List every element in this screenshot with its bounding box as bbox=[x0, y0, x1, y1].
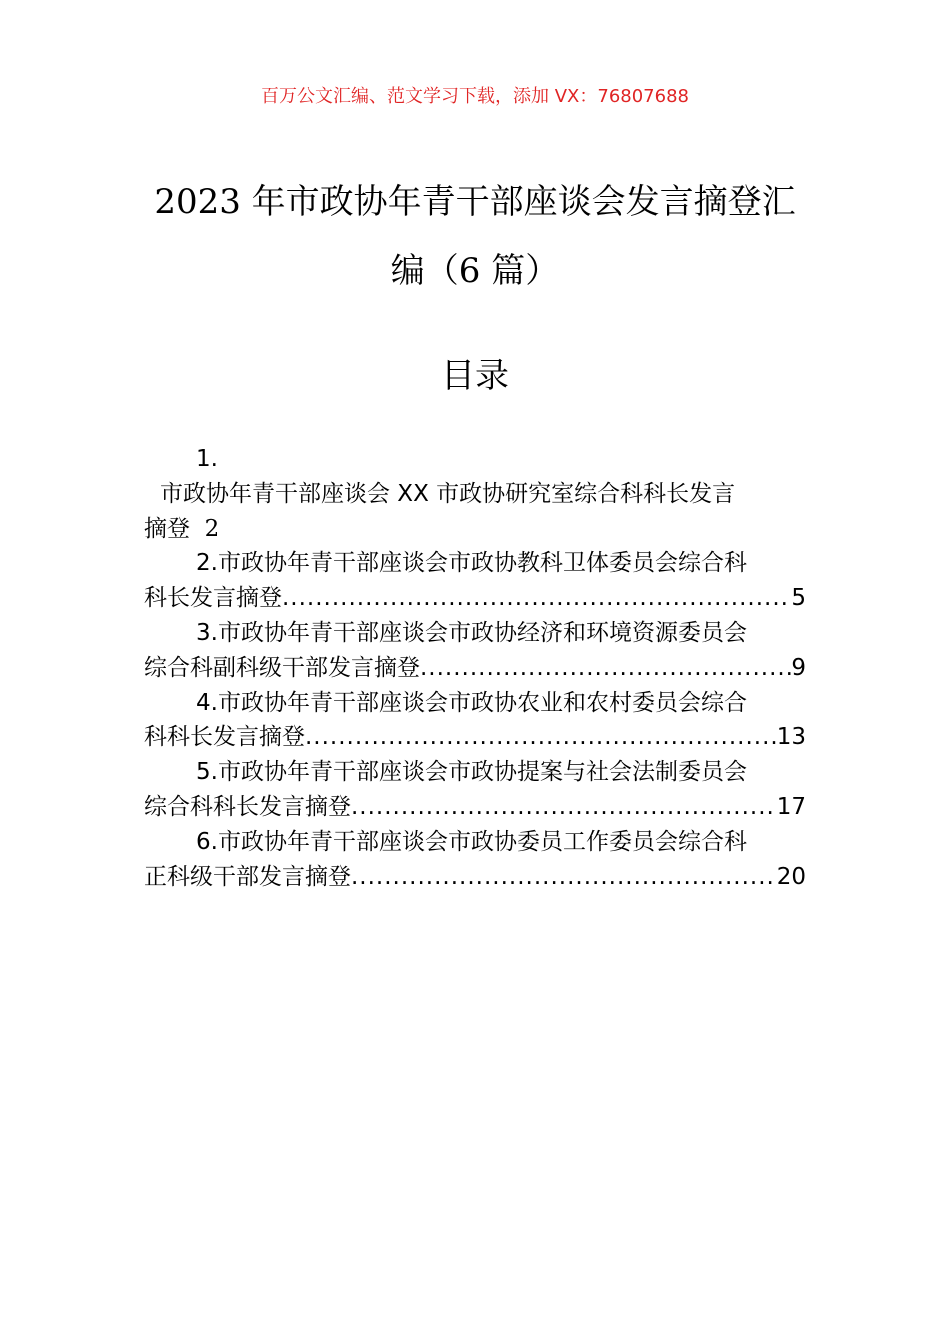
toc-entry-3[interactable] bbox=[144, 616, 806, 686]
toc-entry-1[interactable] bbox=[144, 442, 806, 546]
toc-entry-page: 13 bbox=[776, 724, 806, 751]
toc-entry-title: 市政协年青干部座谈会 XX 市政协研究室综合科科长发言 bbox=[160, 480, 736, 507]
dot-leader bbox=[420, 651, 791, 686]
toc-entry-4[interactable] bbox=[144, 686, 806, 756]
toc-entry-title: 5.市政协年青干部座谈会市政协提案与社会法制委员会 bbox=[196, 759, 747, 786]
toc-entry-number: 1. bbox=[196, 446, 218, 472]
toc-entry-page: 17 bbox=[776, 793, 806, 820]
toc-entry-page: 20 bbox=[776, 863, 806, 890]
dot-leader bbox=[351, 860, 777, 895]
toc-entry-title-cont: 综合科科长发言摘登 bbox=[144, 793, 351, 820]
toc-entry-title: 4.市政协年青干部座谈会市政协农业和农村委员会综合 bbox=[196, 689, 747, 716]
toc-entry-2[interactable] bbox=[144, 546, 806, 616]
toc-entry-6[interactable] bbox=[144, 825, 806, 895]
toc-entry-page: 5 bbox=[791, 585, 806, 612]
dot-leader bbox=[351, 790, 777, 825]
dot-leader bbox=[282, 581, 791, 616]
toc-entry-title-cont: 科长发言摘登 bbox=[144, 585, 282, 612]
toc-entry-title-cont: 正科级干部发言摘登 bbox=[144, 863, 351, 890]
toc-entry-page: 2 bbox=[204, 515, 220, 542]
toc-heading: 目录 bbox=[441, 356, 509, 396]
toc-entry-page: 9 bbox=[791, 654, 806, 681]
toc-entry-title: 2.市政协年青干部座谈会市政协教科卫体委员会综合科 bbox=[196, 550, 747, 577]
watermark-header: 百万公文汇编、范文学习下载，添加 VX：76807688 bbox=[261, 86, 689, 107]
toc-entry-title: 3.市政协年青干部座谈会市政协经济和环境资源委员会 bbox=[196, 619, 747, 646]
toc-entry-title-cont: 综合科副科级干部发言摘登 bbox=[144, 654, 420, 681]
document-title-line2: 编（6 篇） bbox=[390, 251, 560, 291]
table-of-contents bbox=[144, 442, 806, 894]
document-title-line1: 2023 年市政协年青干部座谈会发言摘登汇 bbox=[154, 182, 796, 222]
toc-entry-title: 6.市政协年青干部座谈会市政协委员工作委员会综合科 bbox=[196, 828, 747, 855]
dot-leader bbox=[305, 720, 777, 755]
toc-entry-5[interactable] bbox=[144, 755, 806, 825]
toc-entry-title-cont: 摘登 bbox=[144, 515, 190, 542]
toc-entry-title-cont: 科科长发言摘登 bbox=[144, 724, 305, 751]
